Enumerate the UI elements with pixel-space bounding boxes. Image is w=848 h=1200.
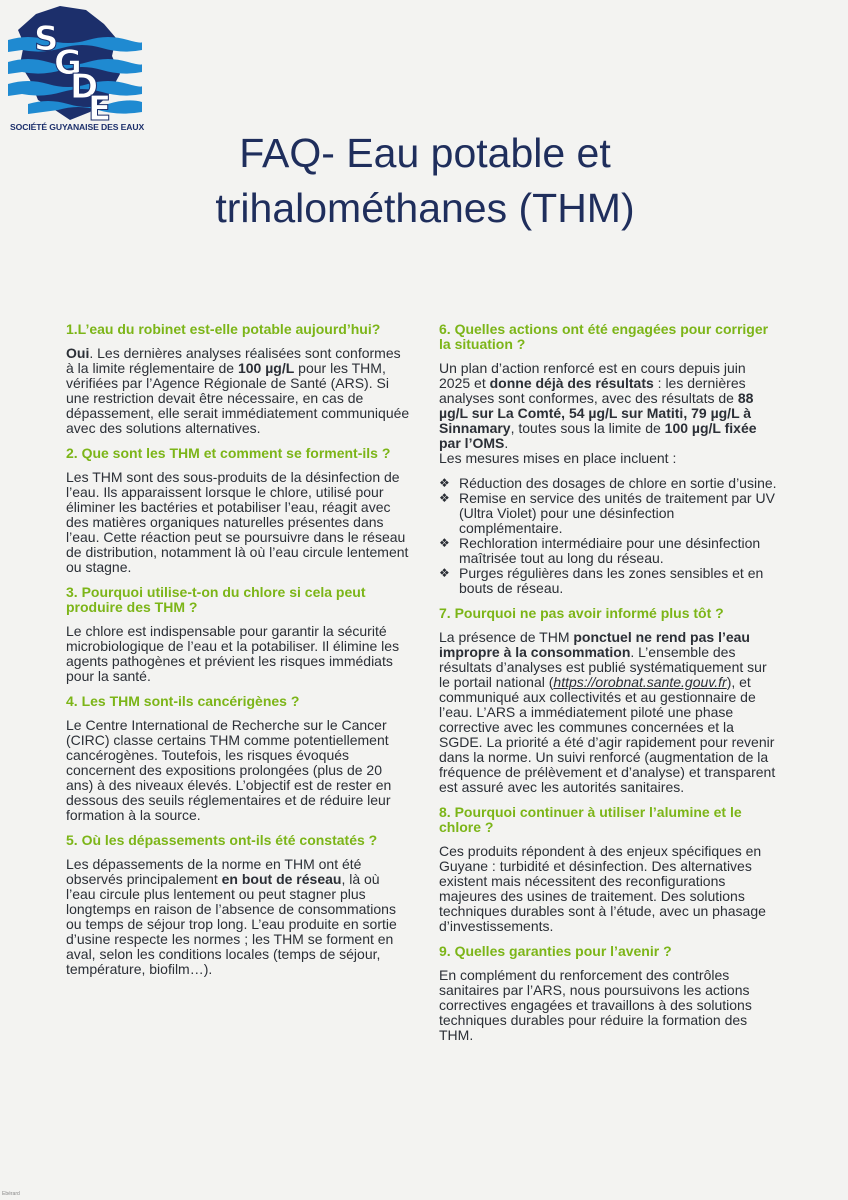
list-item: ❖ Purges régulières dans les zones sensibles et en bouts de réseau. <box>439 565 764 596</box>
question-5: 5. Où les dépassements ont-ils été constatés ? <box>66 832 378 848</box>
answer-5: Les dépassements de la norme en THM ont été observés principalement en bout de réseau, là où l’eau circule plus lentement ou peut stagner plus longtemps en raison de l’absence de consommations ou temps de séjour trop long. L’eau produite en sortie d’usine respecte les normes ; les THM se forment en aval, selon les conditions locales (temps de séjour, température, biofilm…). <box>66 856 397 977</box>
answer-4: Le Centre International de Recherche sur le Cancer (CIRC) classe certains THM comme potentiellement cancérogènes. Toutefois, les risques évoqués concernent des expositions prolongées (plus de 20 ans) à des niveaux élevés. L’objectif est de rester en dessous des seuils réglementaires et de réduire leur formation à la source. <box>66 717 392 823</box>
question-7: 7. Pourquoi ne pas avoir informé plus tôt ? <box>439 605 724 621</box>
answer-9: En complément du renforcement des contrôles sanitaires par l’ARS, nous poursuivons les actions correctives engagées et travaillons à des solutions techniques durables pour réduire la formation des THM. <box>439 967 752 1043</box>
answer-3: Le chlore est indispensable pour garantir la sécurité microbiologique de l’eau et la potabiliser. Il élimine les agents pathogènes et prévient les risques immédiats pour la santé. <box>66 623 400 684</box>
answer-6: Un plan d’action renforcé est en cours depuis juin 2025 et donne déjà des résultats : les dernières analyses sont conformes, avec des résultats de 88 µg/L sur La Comté, 54 µg/L sur Matiti, 79 µg/L à Sinnamary, toutes sous la limite de 100 µg/L fixée par l’OMS. <box>439 360 757 451</box>
svg-text:G: G <box>54 43 82 83</box>
footer-note: Ebérard <box>2 1191 20 1197</box>
question-4: 4. Les THM sont-ils cancérigènes ? <box>66 693 300 709</box>
right-column <box>439 322 779 1053</box>
answer-6-intro: Les mesures mises en place incluent : <box>439 450 677 466</box>
page-title <box>150 126 700 236</box>
logo-graphic <box>8 4 142 124</box>
logo-tagline: SOCIÉTÉ GUYANAISE DES EAUX <box>10 122 145 132</box>
measures-list <box>439 476 779 596</box>
left-column <box>66 322 411 987</box>
list-item: ❖ Rechloration intermédiaire pour une désinfection maîtrisée tout au long du réseau. <box>439 535 761 566</box>
diamond-bullet-icon: ❖ <box>439 476 450 490</box>
answer-1: Oui. Les dernières analyses réalisées sont conformes à la limite réglementaire de 100 µg/L pour les THM, vérifiées par l’Agence Régionale de Santé (ARS). Si une restriction devait être nécessaire, en cas de dépassement, elle serait immédiatement communiquée avec des solutions alternatives. <box>66 345 410 436</box>
question-2: 2. Que sont les THM et comment se forment-ils ? <box>66 445 391 461</box>
diamond-bullet-icon: ❖ <box>439 536 450 550</box>
svg-text:D: D <box>70 67 99 107</box>
answer-8: Ces produits répondent à des enjeux spécifiques en Guyane : turbidité et désinfection. Des alternatives existent mais nécessitent des reconfigurations majeures des usines de traitement. Des solutions techniques durables sont à l’étude, avec un phasage d’investissements. <box>439 843 766 934</box>
question-1: 1.L’eau du robinet est-elle potable aujourd’hui? <box>66 321 381 337</box>
question-3: 3. Pourquoi utilise-t-on du chlore si cela peut produire des THM ? <box>66 584 366 615</box>
question-6: 6. Quelles actions ont été engagées pour corriger la situation ? <box>439 321 769 352</box>
title-line-1: FAQ- Eau potable et <box>239 130 611 176</box>
svg-text:S: S <box>34 19 59 59</box>
answer-7: La présence de THM ponctuel ne rend pas l’eau impropre à la consommation. L’ensemble des résultats d’analyses est publié systématiquement sur le portail national (https://orobnat.sante.gouv.fr), et communiqué aux collectivités et au gestionnaire de l’eau. L’ARS a immédiatement piloté une phase corrective avec les communes concernées et la SGDE. La priorité a été d’agir rapidement pour revenir dans la norme. Un suivi renforcé (augmentation de la fréquence de prélèvement et d’analyse) et transparent est assuré avec les autorités sanitaires. <box>439 629 776 795</box>
answer-2: Les THM sont des sous-produits de la désinfection de l’eau. Ils apparaissent lorsque le chlore, utilisé pour éliminer les bactéries et potabiliser l’eau, réagit avec des matières organiques naturelles présentes dans l’eau. Cette réaction peut se poursuivre dans le réseau de distribution, notamment là où l’eau circule lentement ou stagne. <box>66 469 409 575</box>
question-9: 9. Quelles garanties pour l’avenir ? <box>439 943 672 959</box>
diamond-bullet-icon: ❖ <box>439 491 450 505</box>
list-item: ❖ Réduction des dosages de chlore en sortie d’usine. <box>439 475 777 491</box>
list-item: ❖ Remise en service des unités de traitement par UV (Ultra Violet) pour une désinfection complémentaire. <box>439 490 775 536</box>
question-8: 8. Pourquoi continuer à utiliser l’alumine et le chlore ? <box>439 804 742 835</box>
svg-text:E: E <box>88 89 112 124</box>
sgde-logo <box>8 4 145 136</box>
title-line-2: trihalométhanes (THM) <box>215 185 635 231</box>
orobnat-link[interactable]: https://orobnat.sante.gouv.fr <box>553 674 727 690</box>
diamond-bullet-icon: ❖ <box>439 566 450 580</box>
